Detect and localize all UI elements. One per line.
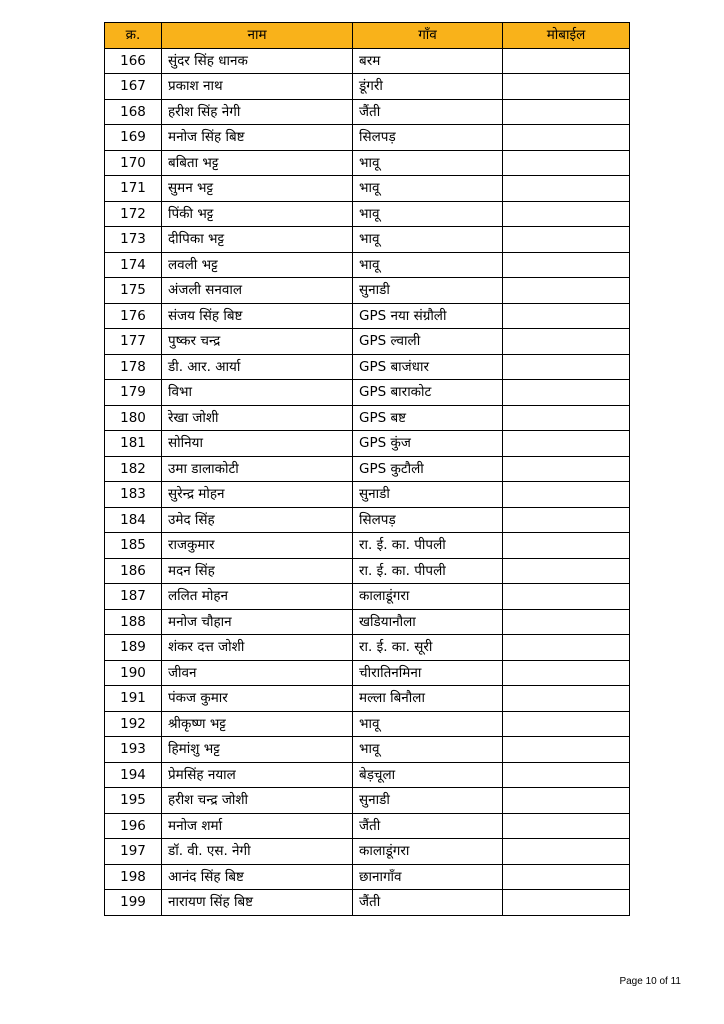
cell-village: मल्ला बिनौला [353, 686, 503, 712]
cell-mobile [503, 227, 630, 253]
cell-serial-number: 198 [105, 864, 162, 890]
cell-serial-number: 197 [105, 839, 162, 865]
cell-serial-number: 176 [105, 303, 162, 329]
cell-serial-number: 181 [105, 431, 162, 457]
table-row [105, 227, 630, 253]
table-row [105, 711, 630, 737]
cell-name: दीपिका भट्ट [162, 227, 353, 253]
cell-mobile [503, 660, 630, 686]
cell-village: सुनाडी [353, 482, 503, 508]
table-row [105, 507, 630, 533]
cell-name: पंकज कुमार [162, 686, 353, 712]
cell-name: प्रेमसिंह नयाल [162, 762, 353, 788]
table-row [105, 839, 630, 865]
cell-mobile [503, 125, 630, 151]
cell-name: सोनिया [162, 431, 353, 457]
cell-village: भावू [353, 227, 503, 253]
cell-name: श्रीकृष्ण भट्ट [162, 711, 353, 737]
cell-village: बरम [353, 48, 503, 74]
table-row [105, 686, 630, 712]
cell-village: भावू [353, 176, 503, 202]
cell-name: ललित मोहन [162, 584, 353, 610]
header-name: नाम [162, 23, 353, 49]
cell-mobile [503, 609, 630, 635]
cell-village: भावू [353, 737, 503, 763]
cell-serial-number: 169 [105, 125, 162, 151]
table-row [105, 584, 630, 610]
page-number: Page 10 of 11 [619, 976, 681, 987]
roster-table [104, 22, 630, 916]
cell-village: रा. ई. का. सूरी [353, 635, 503, 661]
cell-mobile [503, 252, 630, 278]
cell-mobile [503, 99, 630, 125]
cell-village: भावू [353, 252, 503, 278]
cell-village: GPS कुंज [353, 431, 503, 457]
cell-serial-number: 188 [105, 609, 162, 635]
cell-serial-number: 166 [105, 48, 162, 74]
cell-village: भावू [353, 201, 503, 227]
cell-name: बबिता भट्ट [162, 150, 353, 176]
cell-name: जीवन [162, 660, 353, 686]
table-row [105, 329, 630, 355]
cell-village: खडियानौला [353, 609, 503, 635]
cell-serial-number: 177 [105, 329, 162, 355]
cell-name: उमेद सिंह [162, 507, 353, 533]
cell-serial-number: 174 [105, 252, 162, 278]
table-row [105, 890, 630, 916]
header-row [105, 23, 630, 49]
cell-mobile [503, 890, 630, 916]
cell-mobile [503, 711, 630, 737]
cell-serial-number: 183 [105, 482, 162, 508]
cell-village: जैंती [353, 890, 503, 916]
table-row [105, 48, 630, 74]
cell-serial-number: 172 [105, 201, 162, 227]
table-row [105, 635, 630, 661]
cell-mobile [503, 176, 630, 202]
cell-village: जैंती [353, 99, 503, 125]
cell-mobile [503, 482, 630, 508]
cell-mobile [503, 813, 630, 839]
cell-serial-number: 175 [105, 278, 162, 304]
cell-serial-number: 196 [105, 813, 162, 839]
cell-serial-number: 179 [105, 380, 162, 406]
cell-serial-number: 186 [105, 558, 162, 584]
table-row [105, 150, 630, 176]
cell-name: अंजली सनवाल [162, 278, 353, 304]
cell-village: कालाडूंगरा [353, 839, 503, 865]
cell-mobile [503, 762, 630, 788]
cell-village: बेड़चूला [353, 762, 503, 788]
cell-name: मनोज सिंह बिष्ट [162, 125, 353, 151]
table-row [105, 74, 630, 100]
cell-serial-number: 182 [105, 456, 162, 482]
cell-village: रा. ई. का. पीपली [353, 558, 503, 584]
cell-serial-number: 170 [105, 150, 162, 176]
table-row [105, 864, 630, 890]
cell-mobile [503, 737, 630, 763]
table-row [105, 813, 630, 839]
cell-village: GPS नया संग्रौली [353, 303, 503, 329]
cell-serial-number: 195 [105, 788, 162, 814]
cell-village: GPS बाराकोट [353, 380, 503, 406]
cell-village: रा. ई. का. पीपली [353, 533, 503, 559]
table-header [105, 23, 630, 49]
cell-name: लवली भट्ट [162, 252, 353, 278]
cell-name: पिंकी भट्ट [162, 201, 353, 227]
table-body [105, 48, 630, 915]
table-row [105, 788, 630, 814]
cell-mobile [503, 839, 630, 865]
cell-serial-number: 192 [105, 711, 162, 737]
cell-name: रेखा जोशी [162, 405, 353, 431]
cell-name: हिमांशु भट्ट [162, 737, 353, 763]
cell-name: संजय सिंह बिष्ट [162, 303, 353, 329]
cell-mobile [503, 354, 630, 380]
cell-name: मनोज शर्मा [162, 813, 353, 839]
cell-serial-number: 187 [105, 584, 162, 610]
table-row [105, 99, 630, 125]
cell-serial-number: 185 [105, 533, 162, 559]
table-row [105, 431, 630, 457]
cell-name: मदन सिंह [162, 558, 353, 584]
cell-mobile [503, 635, 630, 661]
cell-village: GPS ल्वाली [353, 329, 503, 355]
cell-village: जैंती [353, 813, 503, 839]
cell-serial-number: 191 [105, 686, 162, 712]
cell-village: डूंगरी [353, 74, 503, 100]
cell-mobile [503, 507, 630, 533]
cell-mobile [503, 584, 630, 610]
cell-name: सुमन भट्ट [162, 176, 353, 202]
cell-serial-number: 178 [105, 354, 162, 380]
cell-name: पुष्कर चन्द्र [162, 329, 353, 355]
cell-serial-number: 189 [105, 635, 162, 661]
cell-mobile [503, 686, 630, 712]
cell-serial-number: 194 [105, 762, 162, 788]
cell-serial-number: 190 [105, 660, 162, 686]
cell-mobile [503, 329, 630, 355]
cell-village: सुनाडी [353, 788, 503, 814]
header-village: गाँव [353, 23, 503, 49]
cell-name: शंकर दत्त जोशी [162, 635, 353, 661]
cell-mobile [503, 201, 630, 227]
cell-name: आनंद सिंह बिष्ट [162, 864, 353, 890]
table-row [105, 201, 630, 227]
cell-name: हरीश चन्द्र जोशी [162, 788, 353, 814]
cell-village: भावू [353, 150, 503, 176]
cell-serial-number: 199 [105, 890, 162, 916]
cell-name: हरीश सिंह नेगी [162, 99, 353, 125]
cell-village: कालाडूंगरा [353, 584, 503, 610]
cell-mobile [503, 278, 630, 304]
table-row [105, 354, 630, 380]
table-row [105, 252, 630, 278]
table-row [105, 609, 630, 635]
cell-village: सिलपड़ [353, 507, 503, 533]
cell-mobile [503, 303, 630, 329]
table-row [105, 176, 630, 202]
cell-name: विभा [162, 380, 353, 406]
cell-serial-number: 193 [105, 737, 162, 763]
cell-mobile [503, 48, 630, 74]
cell-serial-number: 171 [105, 176, 162, 202]
table-row [105, 660, 630, 686]
cell-village: चीरातिनमिना [353, 660, 503, 686]
cell-mobile [503, 380, 630, 406]
table-row [105, 303, 630, 329]
table-row [105, 533, 630, 559]
cell-mobile [503, 150, 630, 176]
cell-name: राजकुमार [162, 533, 353, 559]
cell-mobile [503, 788, 630, 814]
table-row [105, 456, 630, 482]
cell-name: डी. आर. आर्या [162, 354, 353, 380]
cell-name: प्रकाश नाथ [162, 74, 353, 100]
cell-mobile [503, 558, 630, 584]
header-serial-number: क्र. [105, 23, 162, 49]
cell-serial-number: 180 [105, 405, 162, 431]
cell-name: उमा डालाकोटी [162, 456, 353, 482]
cell-mobile [503, 405, 630, 431]
cell-village: छानागाँव [353, 864, 503, 890]
cell-village: GPS कुटौली [353, 456, 503, 482]
table-row [105, 558, 630, 584]
cell-name: नारायण सिंह बिष्ट [162, 890, 353, 916]
header-mobile: मोबाईल [503, 23, 630, 49]
cell-village: भावू [353, 711, 503, 737]
cell-mobile [503, 533, 630, 559]
table-row [105, 125, 630, 151]
cell-serial-number: 184 [105, 507, 162, 533]
table-row [105, 737, 630, 763]
cell-serial-number: 173 [105, 227, 162, 253]
cell-village: सिलपड़ [353, 125, 503, 151]
cell-mobile [503, 431, 630, 457]
cell-village: GPS बाजंधार [353, 354, 503, 380]
cell-name: सुंदर सिंह धानक [162, 48, 353, 74]
cell-mobile [503, 74, 630, 100]
cell-serial-number: 167 [105, 74, 162, 100]
table-row [105, 762, 630, 788]
cell-mobile [503, 864, 630, 890]
cell-name: डॉ. वी. एस. नेगी [162, 839, 353, 865]
cell-mobile [503, 456, 630, 482]
cell-village: सुनाडी [353, 278, 503, 304]
cell-name: मनोज चौहान [162, 609, 353, 635]
cell-village: GPS बष्ट [353, 405, 503, 431]
table-row [105, 405, 630, 431]
cell-name: सुरेन्द्र मोहन [162, 482, 353, 508]
cell-serial-number: 168 [105, 99, 162, 125]
table-row [105, 380, 630, 406]
table-row [105, 278, 630, 304]
table-row [105, 482, 630, 508]
